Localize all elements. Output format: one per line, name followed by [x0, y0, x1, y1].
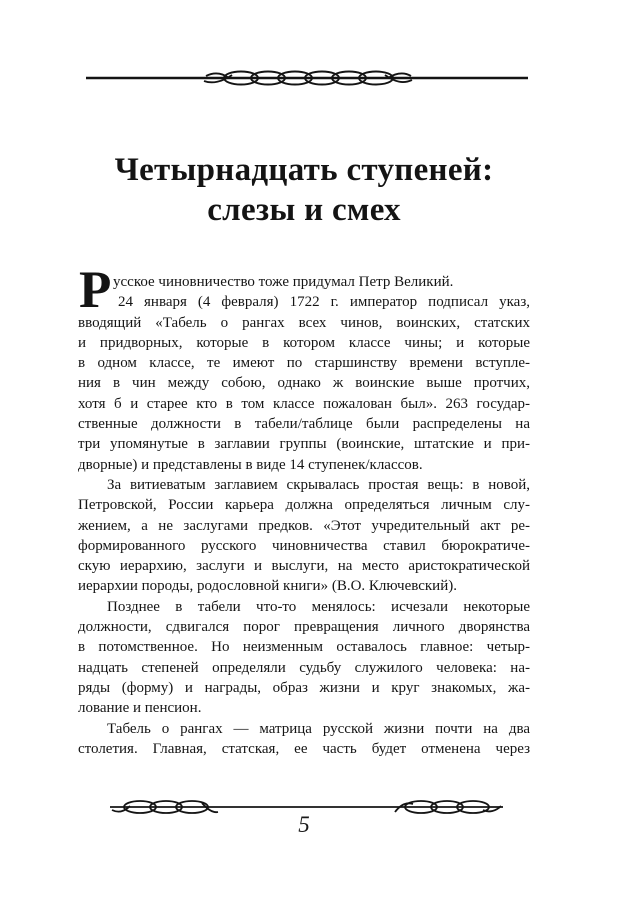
page-number: 5 [298, 812, 310, 837]
body-line: хотя б и старее кто в том классе пожалован был». 263 государ- [78, 395, 530, 412]
body-line: 24 января (4 февраля) 1722 г. император подписал указ, [118, 294, 530, 311]
body-line: Петровской, России карьера должна определяться личным слу- [78, 497, 530, 514]
body-line: три упомянутые в заглавии группы (воинские, штатские и при- [78, 436, 530, 453]
top-divider-ornament-icon [86, 67, 528, 89]
body-line: ряды (форму) и награды, образ жизни и круг знакомых, жа- [78, 679, 530, 696]
chapter-title [78, 150, 530, 230]
body-line: дворные) и представлены в виде 14 ступенек/классов. [78, 456, 423, 473]
body-line: и придворных, которые в котором классе чины; и которые [78, 334, 530, 351]
body-line: усское чиновничество тоже придумал Петр Великий. [113, 274, 454, 290]
chapter-title-line-2: слезы и смех [207, 192, 401, 228]
body-line: формированного русского чиновничества ставил бюрократиче- [78, 537, 530, 554]
body-line: Табель о рангах — матрица русской жизни почти на два [107, 720, 530, 737]
body-line: Позднее в табели что-то менялось: исчезали некоторые [107, 598, 530, 615]
body-line: ния в чин между собою, однако ж воинские выше протчих, [78, 375, 530, 392]
body-line: столетия. Главная, статская, ее часть будет отменена через [78, 740, 530, 757]
body-line: жением, а не заслугами предков. «Этот учредительный акт ре- [78, 517, 530, 534]
body-text [78, 272, 530, 759]
drop-cap-letter: Р [79, 261, 112, 319]
body-line: лование и пенсион. [78, 700, 202, 717]
body-line: иерархии породы, родословной книги» (В.О. Ключевский). [78, 578, 457, 595]
body-line: ственные должности в табели/таблице были распределены на [78, 416, 530, 433]
body-line: надцать степеней определяли судьбу служилого человека: на- [78, 659, 530, 676]
body-line: должности, сдвигался порог превращения личного дворянства [78, 619, 530, 636]
chapter-title-line-1: Четырнадцать ступеней: [114, 152, 494, 188]
body-line: в потомственное. Но неизменным оставалось главное: четыр- [78, 639, 530, 656]
body-line: в одном классе, те имеют по старшинству времени вступле- [78, 355, 530, 372]
body-line: вводящий «Табель о рангах всех чинов, воинских, статских [78, 314, 530, 331]
body-line: За витиеватым заглавием скрывалась простая вещь: в новой, [107, 476, 530, 493]
body-line: скую иерархию, заслуги и выслуги, на место аристократической [78, 558, 530, 575]
